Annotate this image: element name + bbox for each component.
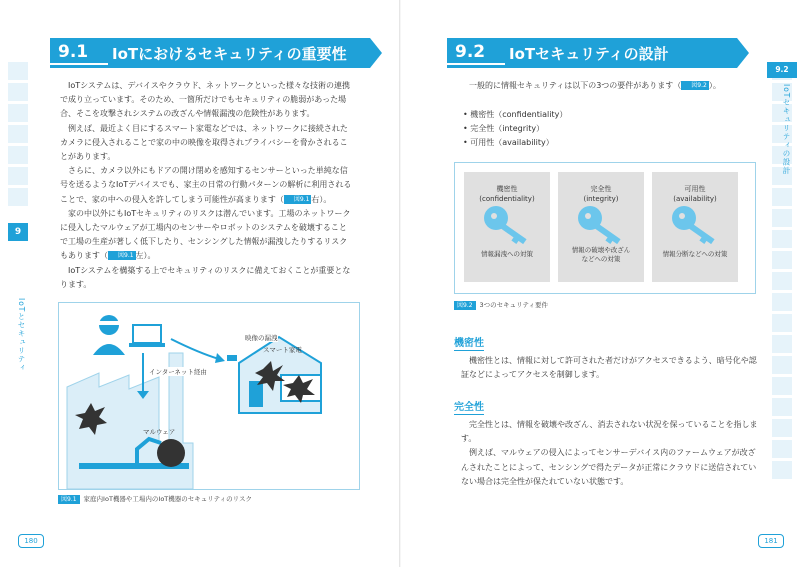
paragraph: 家の中以外にもIoTセキュリティのリスクは潜んでいます。工場のネットワークに侵入したマルウェアが工場内のセンサーやロボットのシステムを破壊することで工場の生産が著しく低下したり、センシングした情報が漏洩したりするリスクもあります（ 図9.1 左）。 <box>60 208 351 261</box>
chapter-tabs <box>8 62 28 517</box>
intro-text <box>461 79 761 93</box>
list-item: • 可用性（availability） <box>463 136 567 150</box>
section-number: 9.2 <box>447 41 505 65</box>
label-video-leak: 映像の漏洩 <box>245 334 278 342</box>
chapter-tab-active: 9 <box>8 223 28 241</box>
section-header <box>447 38 737 68</box>
paragraph: IoTシステムを構築する上でセキュリティのリスクに備えておくことが重要となります。 <box>60 265 351 289</box>
card-subtitle: (availability) <box>673 195 717 203</box>
list-item: • 完全性（integrity） <box>463 122 567 136</box>
card-title: 可用性 <box>684 185 706 193</box>
subheading-integrity: 完全性 <box>454 398 484 415</box>
requirements-list <box>463 108 567 150</box>
paragraph: 一般的に情報セキュリティは以下の3つの要件があります（ 図9.2 ）。 <box>469 81 721 90</box>
figure-9-1 <box>58 302 360 490</box>
caption-tag: 図9.2 <box>454 301 476 310</box>
paragraph: 例えば、マルウェアの侵入によってセンサーデバイス内のファームウェアが改ざんされたことによって、センシングで得たデータが正常にクラウドに送信されていない場合は完全性が保たれていない状態です。 <box>461 448 757 486</box>
card-foot: 情報漏洩への対策 <box>481 250 533 258</box>
section-header <box>50 38 370 68</box>
key-icon <box>576 204 626 248</box>
paragraph: 例えば、最近よく目にするスマート家電などでは、ネットワークに接続されたカメラに侵入されることで家の中の映像を取得されプライバシーを脅かされることがあります。 <box>60 123 348 162</box>
key-icon <box>670 204 720 248</box>
body-text <box>461 354 761 382</box>
card-title: 機密性 <box>496 185 518 193</box>
label-malware: マルウェア <box>143 428 176 436</box>
card-subtitle: (confidentiality) <box>479 195 535 203</box>
card-foot: 情報分断などへの対策 <box>662 250 728 258</box>
figure-ref[interactable]: 図9.2 <box>681 81 709 90</box>
card-availability <box>652 172 738 282</box>
paragraph: 完全性とは、情報を破壊や改ざん、消去されない状況を保っていることを指します。 <box>461 420 758 444</box>
side-section-title: IoTセキュリティの設計 <box>782 84 791 175</box>
page-number: 180 <box>18 534 44 548</box>
key-icon <box>482 204 532 248</box>
section-title: IoTにおけるセキュリティの重要性 <box>112 44 347 63</box>
caption-tag: 図9.1 <box>58 495 80 504</box>
subheading-confidentiality: 機密性 <box>454 334 484 351</box>
body-text <box>60 79 352 292</box>
list-item: • 機密性（confidentiality） <box>463 108 567 122</box>
body-text <box>461 418 761 489</box>
figure-illustration <box>59 303 359 489</box>
section-number: 9.1 <box>50 41 108 65</box>
label-internet: インターネット経由 <box>149 368 207 376</box>
paragraph: 機密性とは、情報に対して許可された者だけがアクセスできるよう、暗号化や認証などによってアクセスを制御します。 <box>461 356 757 380</box>
figure-caption: 図9.2 3つのセキュリティ要件 <box>454 300 548 310</box>
card-confidentiality <box>464 172 550 282</box>
figure-ref[interactable]: 図9.1 <box>284 195 312 204</box>
figure-caption: 図9.1 家庭内IoT機器や工場内のIoT機器のセキュリティのリスク <box>58 494 252 504</box>
section-tab-active: 9.2 <box>767 62 797 78</box>
left-page <box>0 0 399 567</box>
paragraph: さらに、カメラ以外にもドアの開け閉めを感知するセンサーといった単純な信号を送るようなIoTデバイスでも、家主の日常の行動パターンの解析に利用されることで、家の中への侵入を許してしまう可能性が高まります（ 図9.1 右）。 <box>60 166 352 204</box>
paragraph: IoTシステムは、デバイスやクラウド、ネットワークといった様々な技術の連携で成り立っています。そのため、一箇所だけでもセキュリティの脆弱があった場合、そこを攻撃されシステムの改ざんや情報漏洩の危険性があります。 <box>60 81 351 119</box>
card-integrity <box>558 172 644 282</box>
section-title: IoTセキュリティの設計 <box>509 44 669 63</box>
card-title: 完全性 <box>590 185 612 193</box>
side-chapter-title: IoTとセキュリティ <box>17 298 26 372</box>
card-foot: 情報の破壊や改ざん などへの対策 <box>571 246 631 263</box>
card-subtitle: (integrity) <box>583 195 619 203</box>
figure-ref[interactable]: 図9.1 <box>108 251 136 260</box>
right-page <box>401 0 800 567</box>
label-smart-home: スマート家電 <box>263 346 302 354</box>
page-number: 181 <box>758 534 784 548</box>
